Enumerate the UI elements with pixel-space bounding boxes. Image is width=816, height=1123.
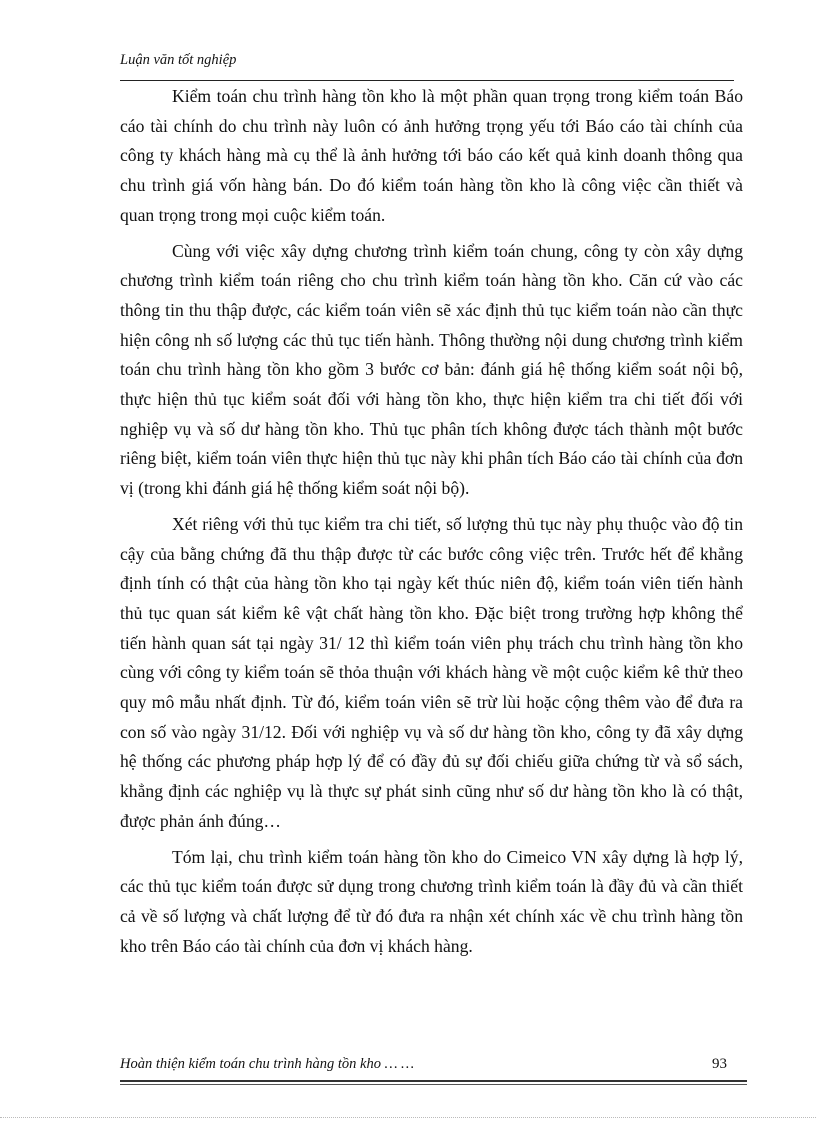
paragraph-1: Kiểm toán chu trình hàng tồn kho là một phần quan trọng trong kiểm toán Báo cáo tài chính do chu trình này luôn có ảnh hưởng trọng yếu tới Báo cáo tài chính của công ty khách hàng mà cụ thể là ảnh hưởng tới báo cáo kết quả kinh doanh thông qua chu trình giá vốn hàng bán. Do đó kiểm toán hàng tồn kho là công việc cần thiết và quan trọng trong mọi cuộc kiểm toán. bbox=[120, 86, 743, 225]
page-edge-dots bbox=[0, 1117, 816, 1118]
paragraph-2: Cùng với việc xây dựng chương trình kiểm toán chung, công ty còn xây dựng chương trình kiểm toán riêng cho chu trình kiểm toán hàng tồn kho. Căn cứ vào các thông tin thu thập được, các kiểm toán viên sẽ xác định thủ tục kiểm toán nào cần thực hiện công nh số lượng các thủ tục tiến hành. Thông thường nội dung chương trình kiểm toán chu trình hàng tồn kho gồm 3 bước cơ bản: đánh giá hệ thống kiểm soát nội bộ, thực hiện thủ tục kiểm soát đối với hàng tồn kho, thực hiện kiểm tra chi tiết đối với nghiệp vụ và số dư hàng tồn kho. Thủ tục phân tích không được tách thành một bước riêng biệt, kiểm toán viên thực hiện thủ tục này khi phân tích Báo cáo tài chính của đơn vị (trong khi đánh giá hệ thống kiểm soát nội bộ). bbox=[120, 240, 743, 499]
paragraph-3: Xét riêng với thủ tục kiểm tra chi tiết, số lượng thủ tục này phụ thuộc vào độ tin cậy của bằng chứng đã thu thập được từ các bước công việc trên. Trước hết để khẳng định tính có thật của hàng tồn kho tại ngày kết thúc niên độ, kiểm toán viên tiến hành thủ tục quan sát kiểm kê vật chất hàng tồn kho. Đặc biệt trong trường hợp không thể tiến hành quan sát tại ngày 31/ 12 thì kiểm toán viên phụ trách chu trình hàng tồn kho cùng với công ty kiểm toán sẽ thỏa thuận với khách hàng về một cuộc kiểm kê thử theo quy mô mẫu nhất định. Từ đó, kiểm toán viên sẽ trừ lùi hoặc cộng thêm vào để đưa ra con số vào ngày 31/12. Đối với nghiệp vụ và số dư hàng tồn kho, công ty đã xây dựng hệ thống các phương pháp hợp lý để có đầy đủ sự đối chiếu giữa chứng từ và sổ sách, khẳng định các nghiệp vụ là thực sự phát sinh cũng như số dư hàng tồn kho là có thật, được phản ánh đúng… bbox=[120, 513, 743, 831]
running-footer: Hoàn thiện kiểm toán chu trình hàng tồn kho … … bbox=[120, 1056, 415, 1072]
page-number: 93 bbox=[712, 1056, 727, 1072]
header-rule bbox=[120, 80, 734, 81]
footer-rule-thin bbox=[120, 1084, 747, 1085]
running-header: Luận văn tốt nghiệp bbox=[120, 52, 237, 68]
paragraph-4: Tóm lại, chu trình kiểm toán hàng tồn kho do Cimeico VN xây dựng là hợp lý, các thủ tục kiểm toán được sử dụng trong chương trình kiểm toán là đầy đủ và cần thiết cả về số lượng và chất lượng để từ đó đưa ra nhận xét chính xác về chu trình hàng tồn kho trên Báo cáo tài chính của đơn vị khách hàng. bbox=[120, 846, 743, 956]
footer-rule bbox=[120, 1080, 747, 1082]
body-text bbox=[120, 82, 743, 967]
